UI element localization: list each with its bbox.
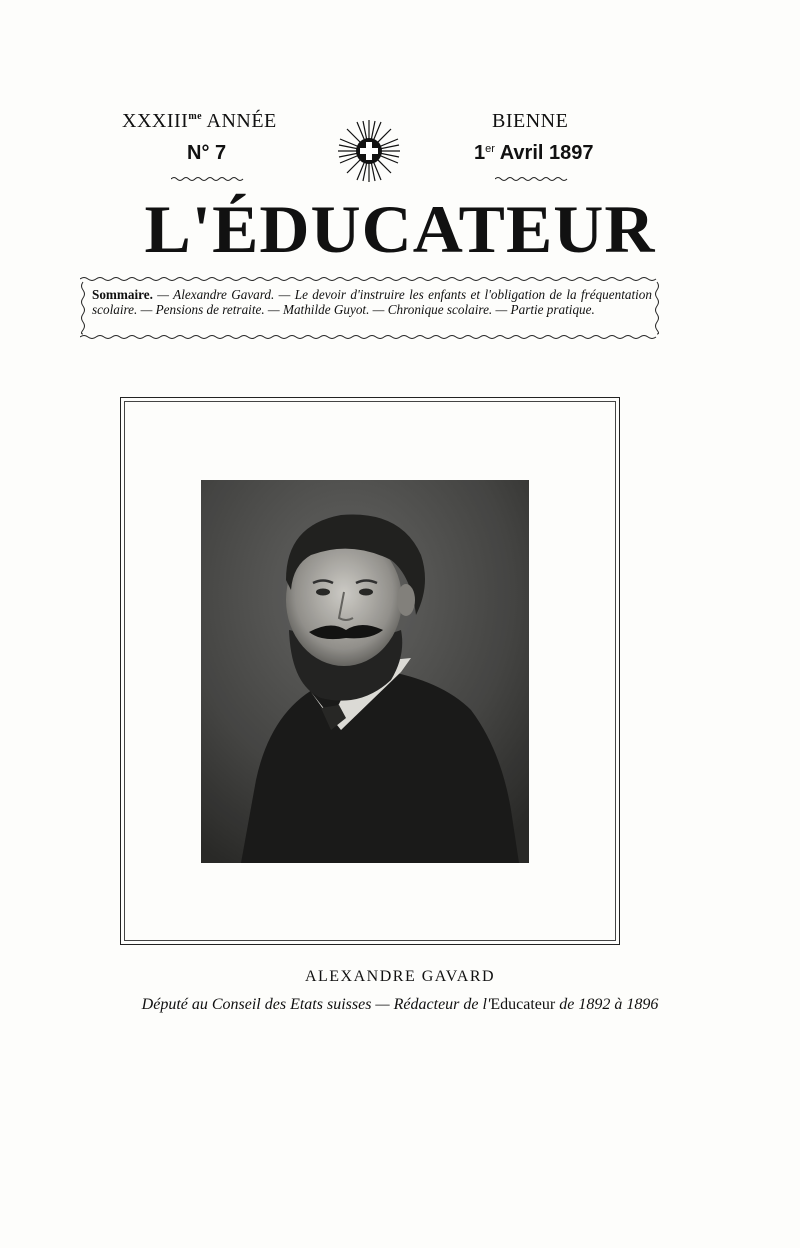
journal-title: L'ÉDUCATEUR [144, 191, 656, 267]
date-rest: Avril 1897 [499, 142, 594, 164]
date-suffix: er [485, 143, 495, 155]
portrait-caption-name: ALEXANDRE GAVARD [304, 968, 496, 985]
date-day: 1 [474, 142, 486, 164]
portrait-caption-role [0, 996, 800, 1014]
issue-date [474, 142, 594, 165]
year-word: ANNÉE [206, 110, 277, 132]
swiss-cross-sunburst-icon [336, 118, 402, 184]
issue-number: N° 7 [187, 142, 227, 164]
role-after: de 1892 à 1896 [555, 996, 659, 1013]
wavy-rule-right [495, 176, 569, 182]
year-roman: XXXIII [122, 110, 189, 132]
city-label: BIENNE [492, 110, 569, 132]
portrait-photo [201, 480, 529, 863]
role-journal: Educateur [490, 996, 556, 1013]
summary-body: — Alexandre Gavard. — Le devoir d'instruire les enfants et l'obligation de la fréquentation scolaire. — Pensions de retraite. — Mathilde Guyot. — Chronique scolaire. — Partie pratique. [92, 287, 652, 317]
summary-lead: Sommaire. [92, 287, 153, 302]
role-before: Député au Conseil des Etats suisses — Rédacteur de l' [141, 996, 491, 1013]
summary-text [92, 288, 652, 317]
wavy-rule-left [171, 176, 245, 182]
year-label [122, 110, 277, 133]
year-suffix: me [188, 111, 203, 122]
